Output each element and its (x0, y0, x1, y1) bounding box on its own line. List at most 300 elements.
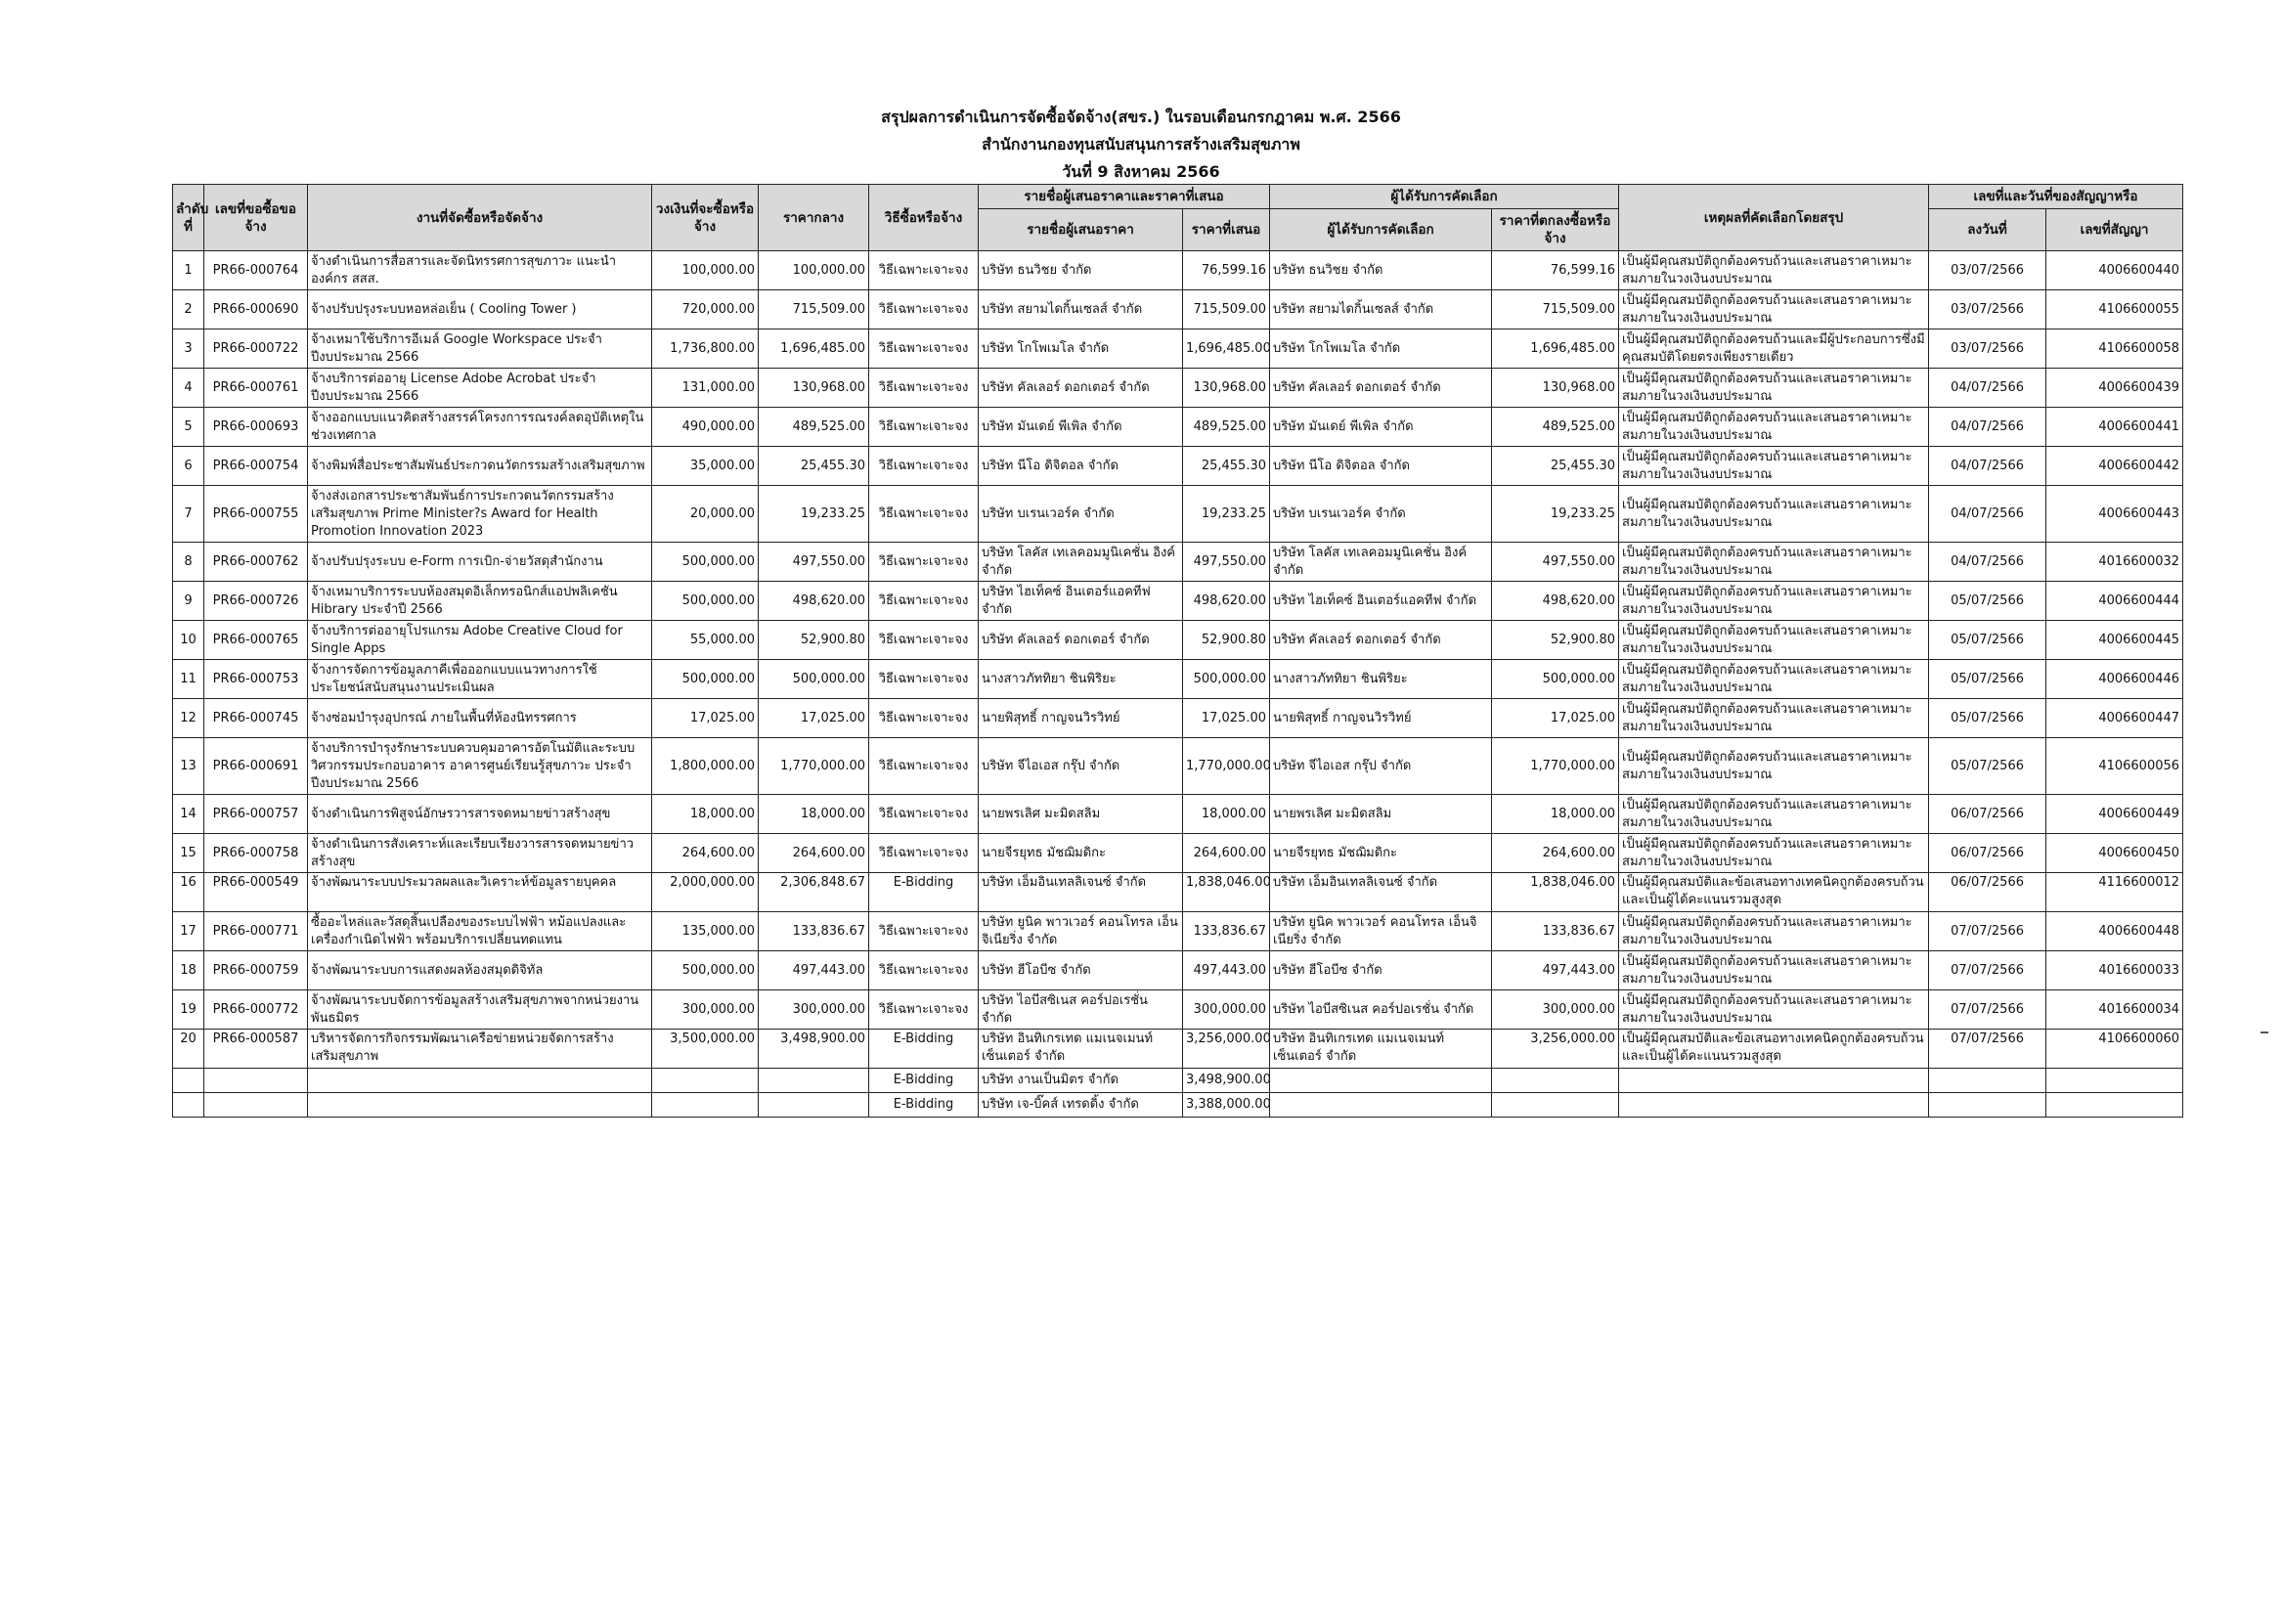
request-number: PR66-000726 (204, 582, 308, 621)
request-number: PR66-000772 (204, 990, 308, 1030)
task-description: จ้างพัฒนาระบบจัดการข้อมูลสร้างเสริมสุขภาพจากหน่วยงานพันธมิตร (308, 990, 652, 1030)
bidder-name: บริษัท ฮีโอบีซ จำกัด (979, 951, 1183, 990)
task-description: จ้างดำเนินการสังเคราะห์และเรียบเรียงวารสารจดหมายข่าวสร้างสุข (308, 834, 652, 873)
bid-price: 3,256,000.00 (1183, 1030, 1270, 1069)
budget-amount: 500,000.00 (652, 543, 759, 582)
empty-cell (1619, 1069, 1929, 1093)
contract-date: 06/07/2566 (1929, 834, 2046, 873)
request-number: PR66-000753 (204, 660, 308, 699)
contract-number: 4006600444 (2046, 582, 2183, 621)
bid-price: 17,025.00 (1183, 699, 1270, 738)
table-row (173, 660, 2183, 699)
contract-number: 4116600012 (2046, 873, 2183, 912)
selected-vendor: บริษัท ฮีโอบีซ จำกัด (1270, 951, 1492, 990)
request-number: PR66-000761 (204, 369, 308, 408)
empty-cell (204, 1069, 308, 1093)
selected-vendor: บริษัท จีไอเอส กรุ๊ป จำกัด (1270, 738, 1492, 795)
agreed-price: 497,550.00 (1492, 543, 1619, 582)
contract-date: 05/07/2566 (1929, 699, 2046, 738)
median-price: 1,696,485.00 (759, 329, 869, 369)
request-number: PR66-000762 (204, 543, 308, 582)
empty-cell (2046, 1093, 2183, 1118)
bid-price: 130,968.00 (1183, 369, 1270, 408)
bidder-name: บริษัท คัลเลอร์ ดอกเตอร์ จำกัด (979, 621, 1183, 660)
row-number: 4 (173, 369, 204, 408)
contract-date: 06/07/2566 (1929, 873, 2046, 912)
task-description: จ้างการจัดการข้อมูลภาคีเพื่อออกแบบแนวทางการใช้ประโยชน์สนับสนุนงานประเมินผล (308, 660, 652, 699)
selection-reason: เป็นผู้มีคุณสมบัติถูกต้องครบถ้วนและเสนอราคาเหมาะสมภายในวงเงินงบประมาณ (1619, 990, 1929, 1030)
task-description: บริหารจัดการกิจกรรมพัฒนาเครือข่ายหน่วยจัดการสร้างเสริมสุขภาพ (308, 1030, 652, 1069)
contract-date: 04/07/2566 (1929, 543, 2046, 582)
contract-date: 03/07/2566 (1929, 329, 2046, 369)
selected-vendor: บริษัท สยามไดกิ้นเซลส์ จำกัด (1270, 290, 1492, 329)
col-header-method: วิธีซื้อหรือจ้าง (869, 185, 979, 251)
procurement-method: E-Bidding (869, 1093, 979, 1118)
median-price: 497,443.00 (759, 951, 869, 990)
selection-reason: เป็นผู้มีคุณสมบัติถูกต้องครบถ้วนและเสนอราคาเหมาะสมภายในวงเงินงบประมาณ (1619, 486, 1929, 543)
request-number: PR66-000587 (204, 1030, 308, 1069)
col-header-reason: เหตุผลที่คัดเลือกโดยสรุป (1619, 185, 1929, 251)
contract-date: 04/07/2566 (1929, 369, 2046, 408)
empty-cell (1492, 1093, 1619, 1118)
selected-vendor: บริษัท ไอบีสซิเนส คอร์ปอเรชั่น จำกัด (1270, 990, 1492, 1030)
procurement-method: วิธีเฉพาะเจาะจง (869, 699, 979, 738)
report-title: สรุปผลการดำเนินการจัดซื้อจัดจ้าง(สขร.) ในรอบเดือนกรกฎาคม พ.ศ. 2566 (881, 108, 1401, 126)
median-price: 100,000.00 (759, 251, 869, 290)
selection-reason: เป็นผู้มีคุณสมบัติถูกต้องครบถ้วนและเสนอราคาเหมาะสมภายในวงเงินงบประมาณ (1619, 251, 1929, 290)
bidder-name: บริษัท สยามไดกิ้นเซลส์ จำกัด (979, 290, 1183, 329)
row-number: 5 (173, 408, 204, 447)
budget-amount: 135,000.00 (652, 912, 759, 951)
report-date: วันที่ 9 สิงหาคม 2566 (1062, 162, 1220, 181)
table-row (173, 290, 2183, 329)
task-description: จ้างออกแบบแนวคิดสร้างสรรค์โครงการรณรงค์ลดอุบัติเหตุในช่วงเทศกาล (308, 408, 652, 447)
bidder-name: บริษัท นีโอ ดิจิตอล จำกัด (979, 447, 1183, 486)
table-row (173, 447, 2183, 486)
budget-amount: 131,000.00 (652, 369, 759, 408)
bid-price: 133,836.67 (1183, 912, 1270, 951)
table-row (173, 1030, 2183, 1069)
contract-date: 06/07/2566 (1929, 795, 2046, 834)
selected-vendor: บริษัท คัลเลอร์ ดอกเตอร์ จำกัด (1270, 621, 1492, 660)
contract-date: 05/07/2566 (1929, 621, 2046, 660)
selection-reason: เป็นผู้มีคุณสมบัติถูกต้องครบถ้วนและเสนอราคาเหมาะสมภายในวงเงินงบประมาณ (1619, 408, 1929, 447)
selection-reason: เป็นผู้มีคุณสมบัติถูกต้องครบถ้วนและมีผู้ประกอบการซึ่งมีคุณสมบัติโดยตรงเพียงรายเดียว (1619, 329, 1929, 369)
bidder-name: บริษัท เอ็มอินเทลลิเจนซ์ จำกัด (979, 873, 1183, 912)
bidder-name: นายพิสุทธิ์ กาญจนวิรวิทย์ (979, 699, 1183, 738)
empty-cell (1619, 1093, 1929, 1118)
row-number: 15 (173, 834, 204, 873)
bid-price: 300,000.00 (1183, 990, 1270, 1030)
selected-vendor: บริษัท เอ็มอินเทลลิเจนซ์ จำกัด (1270, 873, 1492, 912)
row-number: 20 (173, 1030, 204, 1069)
bid-price: 264,600.00 (1183, 834, 1270, 873)
task-description: จ้างพัฒนาระบบการแสดงผลห้องสมุดดิจิทัล (308, 951, 652, 990)
table-body (173, 251, 2183, 1118)
empty-cell (2046, 1069, 2183, 1093)
empty-cell (1929, 1069, 2046, 1093)
contract-number: 4106600055 (2046, 290, 2183, 329)
bid-price: 25,455.30 (1183, 447, 1270, 486)
bidder-name: บริษัท เจ-บิ๊คส์ เทรดดิ้ง จำกัด (979, 1093, 1183, 1118)
bid-price: 497,443.00 (1183, 951, 1270, 990)
empty-cell (652, 1069, 759, 1093)
procurement-method: วิธีเฉพาะเจาะจง (869, 912, 979, 951)
selected-vendor: บริษัท คัลเลอร์ ดอกเตอร์ จำกัด (1270, 369, 1492, 408)
procurement-method: วิธีเฉพาะเจาะจง (869, 447, 979, 486)
table-row (173, 873, 2183, 912)
median-price: 715,509.00 (759, 290, 869, 329)
contract-number: 4006600442 (2046, 447, 2183, 486)
budget-amount: 17,025.00 (652, 699, 759, 738)
row-number: 19 (173, 990, 204, 1030)
contract-date: 07/07/2566 (1929, 990, 2046, 1030)
contract-number: 4006600439 (2046, 369, 2183, 408)
organization-name: สำนักงานกองทุนสนับสนุนการสร้างเสริมสุขภาพ (982, 135, 1300, 154)
selected-vendor: บริษัท ยูนิค พาวเวอร์ คอนโทรล เอ็นจิเนียริ่ง จำกัด (1270, 912, 1492, 951)
agreed-price: 19,233.25 (1492, 486, 1619, 543)
budget-amount: 500,000.00 (652, 582, 759, 621)
median-price: 264,600.00 (759, 834, 869, 873)
request-number: PR66-000771 (204, 912, 308, 951)
procurement-table (172, 184, 2183, 1118)
agreed-price: 130,968.00 (1492, 369, 1619, 408)
table-row (173, 251, 2183, 290)
request-number: PR66-000755 (204, 486, 308, 543)
row-number: 3 (173, 329, 204, 369)
row-number: 12 (173, 699, 204, 738)
request-number: PR66-000754 (204, 447, 308, 486)
bidder-name: บริษัท ยูนิค พาวเวอร์ คอนโทรล เอ็นจิเนียริ่ง จำกัด (979, 912, 1183, 951)
budget-amount: 2,000,000.00 (652, 873, 759, 912)
task-description: จ้างดำเนินการสื่อสารและจัดนิทรรศการสุขภาวะ แนะนำองค์กร สสส. (308, 251, 652, 290)
empty-cell (204, 1093, 308, 1118)
bid-price: 500,000.00 (1183, 660, 1270, 699)
selection-reason: เป็นผู้มีคุณสมบัติและข้อเสนอทางเทคนิคถูกต้องครบถ้วนและเป็นผู้ได้คะแนนรวมสูงสุด (1619, 1030, 1929, 1069)
median-price: 498,620.00 (759, 582, 869, 621)
budget-amount: 720,000.00 (652, 290, 759, 329)
selection-reason: เป็นผู้มีคุณสมบัติถูกต้องครบถ้วนและเสนอราคาเหมาะสมภายในวงเงินงบประมาณ (1619, 621, 1929, 660)
col-header-task: งานที่จัดซื้อหรือจัดจ้าง (308, 185, 652, 251)
task-description: จ้างพัฒนาระบบประมวลผลและวิเคราะห์ข้อมูลรายบุคคล (308, 873, 652, 912)
request-number: PR66-000690 (204, 290, 308, 329)
median-price: 300,000.00 (759, 990, 869, 1030)
agreed-price: 1,770,000.00 (1492, 738, 1619, 795)
task-description: จ้างบริการต่ออายุโปรแกรม Adobe Creative Cloud for Single Apps (308, 621, 652, 660)
request-number: PR66-000549 (204, 873, 308, 912)
contract-date: 03/07/2566 (1929, 251, 2046, 290)
table-row (173, 795, 2183, 834)
row-number: 7 (173, 486, 204, 543)
table-row (173, 912, 2183, 951)
selection-reason: เป็นผู้มีคุณสมบัติถูกต้องครบถ้วนและเสนอราคาเหมาะสมภายในวงเงินงบประมาณ (1619, 834, 1929, 873)
contract-number: 4016600032 (2046, 543, 2183, 582)
empty-cell (652, 1093, 759, 1118)
median-price: 497,550.00 (759, 543, 869, 582)
contract-number: 4006600447 (2046, 699, 2183, 738)
empty-cell (759, 1069, 869, 1093)
contract-number: 4006600443 (2046, 486, 2183, 543)
procurement-method: E-Bidding (869, 1069, 979, 1093)
agreed-price: 1,838,046.00 (1492, 873, 1619, 912)
selection-reason: เป็นผู้มีคุณสมบัติถูกต้องครบถ้วนและเสนอราคาเหมาะสมภายในวงเงินงบประมาณ (1619, 912, 1929, 951)
bid-price: 1,696,485.00 (1183, 329, 1270, 369)
task-description: จ้างดำเนินการพิสูจน์อักษรวารสารจดหมายข่าวสร้างสุข (308, 795, 652, 834)
selection-reason: เป็นผู้มีคุณสมบัติถูกต้องครบถ้วนและเสนอราคาเหมาะสมภายในวงเงินงบประมาณ (1619, 795, 1929, 834)
agreed-price: 264,600.00 (1492, 834, 1619, 873)
budget-amount: 18,000.00 (652, 795, 759, 834)
table-row (173, 582, 2183, 621)
table-row (173, 990, 2183, 1030)
selected-vendor: นายพิสุทธิ์ กาญจนวิรวิทย์ (1270, 699, 1492, 738)
task-description: จ้างเหมาใช้บริการอีเมล์ Google Workspace ประจำปีงบประมาณ 2566 (308, 329, 652, 369)
task-description: จ้างปรับปรุงระบบหอหล่อเย็น ( Cooling Tower ) (308, 290, 652, 329)
row-number: 16 (173, 873, 204, 912)
bidder-name: บริษัท มันเดย์ พีเพิล จำกัด (979, 408, 1183, 447)
empty-cell (1929, 1093, 2046, 1118)
contract-number: 4106600056 (2046, 738, 2183, 795)
median-price: 18,000.00 (759, 795, 869, 834)
col-header-request-no: เลขที่ขอซื้อขอจ้าง (204, 185, 308, 251)
bidder-name: บริษัท บเรนเวอร์ค จำกัด (979, 486, 1183, 543)
request-number: PR66-000745 (204, 699, 308, 738)
task-description: จ้างปรับปรุงระบบ e-Form การเบิก-จ่ายวัสดุสำนักงาน (308, 543, 652, 582)
selection-reason: เป็นผู้มีคุณสมบัติถูกต้องครบถ้วนและเสนอราคาเหมาะสมภายในวงเงินงบประมาณ (1619, 290, 1929, 329)
row-number: 17 (173, 912, 204, 951)
col-header-median-price: ราคากลาง (759, 185, 869, 251)
bid-price: 498,620.00 (1183, 582, 1270, 621)
bidder-name: บริษัท ไฮเท็คซ์ อินเตอร์แอคทีฟ จำกัด (979, 582, 1183, 621)
procurement-method: วิธีเฉพาะเจาะจง (869, 290, 979, 329)
contract-number: 4006600448 (2046, 912, 2183, 951)
agreed-price: 498,620.00 (1492, 582, 1619, 621)
contract-number: 4006600446 (2046, 660, 2183, 699)
agreed-price: 1,696,485.00 (1492, 329, 1619, 369)
task-description: จ้างบริการต่ออายุ License Adobe Acrobat ประจำปีงบประมาณ 2566 (308, 369, 652, 408)
row-number: 18 (173, 951, 204, 990)
bid-price: 489,525.00 (1183, 408, 1270, 447)
selection-reason: เป็นผู้มีคุณสมบัติถูกต้องครบถ้วนและเสนอราคาเหมาะสมภายในวงเงินงบประมาณ (1619, 447, 1929, 486)
table-row (173, 408, 2183, 447)
contract-date: 07/07/2566 (1929, 1030, 2046, 1069)
selected-vendor: บริษัท ไฮเท็คซ์ อินเตอร์แอคทีฟ จำกัด (1270, 582, 1492, 621)
row-number: 1 (173, 251, 204, 290)
table-row (173, 738, 2183, 795)
median-price: 2,306,848.67 (759, 873, 869, 912)
procurement-method: วิธีเฉพาะเจาะจง (869, 951, 979, 990)
contract-number: 4006600441 (2046, 408, 2183, 447)
row-number: 10 (173, 621, 204, 660)
median-price: 1,770,000.00 (759, 738, 869, 795)
agreed-price: 17,025.00 (1492, 699, 1619, 738)
median-price: 500,000.00 (759, 660, 869, 699)
contract-number: 4106600060 (2046, 1030, 2183, 1069)
selected-vendor: นายพรเลิศ มะมิดสลิม (1270, 795, 1492, 834)
budget-amount: 100,000.00 (652, 251, 759, 290)
agreed-price: 3,256,000.00 (1492, 1030, 1619, 1069)
task-description: จ้างซ่อมบำรุงอุปกรณ์ ภายในพื้นที่ห้องนิทรรศการ (308, 699, 652, 738)
procurement-method: วิธีเฉพาะเจาะจง (869, 738, 979, 795)
contract-number: 4006600449 (2046, 795, 2183, 834)
bidder-name: บริษัท งานเป็นมิตร จำกัด (979, 1069, 1183, 1093)
procurement-method: E-Bidding (869, 1030, 979, 1069)
bidder-name: บริษัท โกโพเมโล จำกัด (979, 329, 1183, 369)
selected-vendor: นางสาวภัททิยา ชินพิริยะ (1270, 660, 1492, 699)
selected-vendor: บริษัท โกโพเมโล จำกัด (1270, 329, 1492, 369)
empty-cell (1270, 1093, 1492, 1118)
col-header-contract-no: เลขที่สัญญา (2046, 209, 2183, 251)
procurement-method: วิธีเฉพาะเจาะจง (869, 660, 979, 699)
procurement-method: วิธีเฉพาะเจาะจง (869, 990, 979, 1030)
bidder-name: นายจีรยุทธ มัชฌิมดิกะ (979, 834, 1183, 873)
contract-date: 04/07/2566 (1929, 447, 2046, 486)
request-number: PR66-000758 (204, 834, 308, 873)
median-price: 17,025.00 (759, 699, 869, 738)
median-price: 130,968.00 (759, 369, 869, 408)
col-header-bid-price: ราคาที่เสนอ (1183, 209, 1270, 251)
selected-vendor: บริษัท นีโอ ดิจิตอล จำกัด (1270, 447, 1492, 486)
bid-price: 1,770,000.00 (1183, 738, 1270, 795)
contract-date: 04/07/2566 (1929, 408, 2046, 447)
table-row (173, 329, 2183, 369)
selected-vendor: บริษัท อินทิเกรเทด แมเนจเมนท์ เซ็นเตอร์ จำกัด (1270, 1030, 1492, 1069)
bid-price: 18,000.00 (1183, 795, 1270, 834)
contract-date: 05/07/2566 (1929, 582, 2046, 621)
budget-amount: 264,600.00 (652, 834, 759, 873)
request-number: PR66-000691 (204, 738, 308, 795)
row-number: 14 (173, 795, 204, 834)
procurement-method: วิธีเฉพาะเจาะจง (869, 834, 979, 873)
request-number: PR66-000757 (204, 795, 308, 834)
col-header-agreed-price: ราคาที่ตกลงซื้อหรือจ้าง (1492, 209, 1619, 251)
agreed-price: 133,836.67 (1492, 912, 1619, 951)
procurement-method: วิธีเฉพาะเจาะจง (869, 543, 979, 582)
agreed-price: 300,000.00 (1492, 990, 1619, 1030)
contract-date: 05/07/2566 (1929, 738, 2046, 795)
selection-reason: เป็นผู้มีคุณสมบัติถูกต้องครบถ้วนและเสนอราคาเหมาะสมภายในวงเงินงบประมาณ (1619, 543, 1929, 582)
agreed-price: 715,509.00 (1492, 290, 1619, 329)
bid-price: 3,498,900.00 (1183, 1069, 1270, 1093)
col-header-contract-group: เลขที่และวันที่ของสัญญาหรือ (1929, 185, 2183, 209)
bid-price: 715,509.00 (1183, 290, 1270, 329)
selection-reason: เป็นผู้มีคุณสมบัติถูกต้องครบถ้วนและเสนอราคาเหมาะสมภายในวงเงินงบประมาณ (1619, 369, 1929, 408)
procurement-method: วิธีเฉพาะเจาะจง (869, 795, 979, 834)
empty-cell (173, 1069, 204, 1093)
median-price: 52,900.80 (759, 621, 869, 660)
bidder-name: นางสาวภัททิยา ชินพิริยะ (979, 660, 1183, 699)
request-number: PR66-000764 (204, 251, 308, 290)
table-row (173, 543, 2183, 582)
budget-amount: 55,000.00 (652, 621, 759, 660)
agreed-price: 76,599.16 (1492, 251, 1619, 290)
bidder-name: บริษัท ธนวิชย จำกัด (979, 251, 1183, 290)
col-header-bidders-group: รายชื่อผู้เสนอราคาและราคาที่เสนอ (979, 185, 1270, 209)
row-number: 13 (173, 738, 204, 795)
bid-price: 3,388,000.00 (1183, 1093, 1270, 1118)
selected-vendor: บริษัท บเรนเวอร์ค จำกัด (1270, 486, 1492, 543)
budget-amount: 490,000.00 (652, 408, 759, 447)
bidder-name: บริษัท คัลเลอร์ ดอกเตอร์ จำกัด (979, 369, 1183, 408)
col-header-budget: วงเงินที่จะซื้อหรือจ้าง (652, 185, 759, 251)
col-header-selected-group: ผู้ได้รับการคัดเลือก (1270, 185, 1619, 209)
request-number: PR66-000765 (204, 621, 308, 660)
contract-number: 4006600450 (2046, 834, 2183, 873)
agreed-price: 489,525.00 (1492, 408, 1619, 447)
table-row (173, 1069, 2183, 1093)
task-description: จ้างพิมพ์สื่อประชาสัมพันธ์ประกวดนวัตกรรมสร้างเสริมสุขภาพ (308, 447, 652, 486)
budget-amount: 500,000.00 (652, 660, 759, 699)
table-row (173, 621, 2183, 660)
table-row (173, 699, 2183, 738)
table-row (173, 486, 2183, 543)
table-row (173, 1093, 2183, 1118)
row-number: 8 (173, 543, 204, 582)
task-description: จ้างเหมาบริการระบบห้องสมุดอิเล็กทรอนิกส์แอปพลิเคชัน Hibrary ประจำปี 2566 (308, 582, 652, 621)
median-price: 133,836.67 (759, 912, 869, 951)
contract-number: 4006600445 (2046, 621, 2183, 660)
task-description: จ้างบริการบำรุงรักษาระบบควบคุมอาคารอัตโนมัติและระบบวิศวกรรมประกอบอาคาร อาคารศูนย์เรียนรู้สุขภาวะ ประจำปีงบประมาณ 2566 (308, 738, 652, 795)
median-price: 25,455.30 (759, 447, 869, 486)
bid-price: 1,838,046.00 (1183, 873, 1270, 912)
selection-reason: เป็นผู้มีคุณสมบัติถูกต้องครบถ้วนและเสนอราคาเหมาะสมภายในวงเงินงบประมาณ (1619, 582, 1929, 621)
table-row (173, 951, 2183, 990)
row-number: 6 (173, 447, 204, 486)
table-row (173, 369, 2183, 408)
procurement-method: วิธีเฉพาะเจาะจง (869, 329, 979, 369)
empty-cell (759, 1093, 869, 1118)
procurement-method: วิธีเฉพาะเจาะจง (869, 621, 979, 660)
selected-vendor: บริษัท โลคัส เทเลคอมมูนิเคชั่น อิงค์ จำกัด (1270, 543, 1492, 582)
row-number: 9 (173, 582, 204, 621)
row-number: 11 (173, 660, 204, 699)
bidder-name: นายพรเลิศ มะมิดสลิม (979, 795, 1183, 834)
selection-reason: เป็นผู้มีคุณสมบัติถูกต้องครบถ้วนและเสนอราคาเหมาะสมภายในวงเงินงบประมาณ (1619, 951, 1929, 990)
budget-amount: 3,500,000.00 (652, 1030, 759, 1069)
selection-reason: เป็นผู้มีคุณสมบัติถูกต้องครบถ้วนและเสนอราคาเหมาะสมภายในวงเงินงบประมาณ (1619, 660, 1929, 699)
contract-number: 4006600440 (2046, 251, 2183, 290)
procurement-method: วิธีเฉพาะเจาะจง (869, 408, 979, 447)
col-header-sign-date: ลงวันที่ (1929, 209, 2046, 251)
request-number: PR66-000722 (204, 329, 308, 369)
bid-price: 19,233.25 (1183, 486, 1270, 543)
selected-vendor: นายจีรยุทธ มัชฌิมดิกะ (1270, 834, 1492, 873)
contract-date: 07/07/2566 (1929, 951, 2046, 990)
procurement-method: วิธีเฉพาะเจาะจง (869, 369, 979, 408)
bid-price: 76,599.16 (1183, 251, 1270, 290)
median-price: 19,233.25 (759, 486, 869, 543)
procurement-method: วิธีเฉพาะเจาะจง (869, 251, 979, 290)
contract-date: 03/07/2566 (1929, 290, 2046, 329)
budget-amount: 1,800,000.00 (652, 738, 759, 795)
table-row (173, 834, 2183, 873)
request-number: PR66-000693 (204, 408, 308, 447)
agreed-price: 18,000.00 (1492, 795, 1619, 834)
bidder-name: บริษัท ไอบีสซิเนส คอร์ปอเรชั่น จำกัด (979, 990, 1183, 1030)
procurement-method: วิธีเฉพาะเจาะจง (869, 582, 979, 621)
contract-date: 07/07/2566 (1929, 912, 2046, 951)
selection-reason: เป็นผู้มีคุณสมบัติถูกต้องครบถ้วนและเสนอราคาเหมาะสมภายในวงเงินงบประมาณ (1619, 699, 1929, 738)
median-price: 3,498,900.00 (759, 1030, 869, 1069)
empty-cell (173, 1093, 204, 1118)
bidder-name: บริษัท โลคัส เทเลคอมมูนิเคชั่น อิงค์ จำกัด (979, 543, 1183, 582)
bidder-name: บริษัท อินทิเกรเทด แมเนจเมนท์ เซ็นเตอร์ จำกัด (979, 1030, 1183, 1069)
selected-vendor: บริษัท ธนวิชย จำกัด (1270, 251, 1492, 290)
agreed-price: 52,900.80 (1492, 621, 1619, 660)
bid-price: 497,550.00 (1183, 543, 1270, 582)
task-description: จ้างส่งเอกสารประชาสัมพันธ์การประกวดนวัตกรรมสร้างเสริมสุขภาพ Prime Minister?s Award for Health Promotion Innovation 2023 (308, 486, 652, 543)
budget-amount: 20,000.00 (652, 486, 759, 543)
contract-date: 04/07/2566 (1929, 486, 2046, 543)
